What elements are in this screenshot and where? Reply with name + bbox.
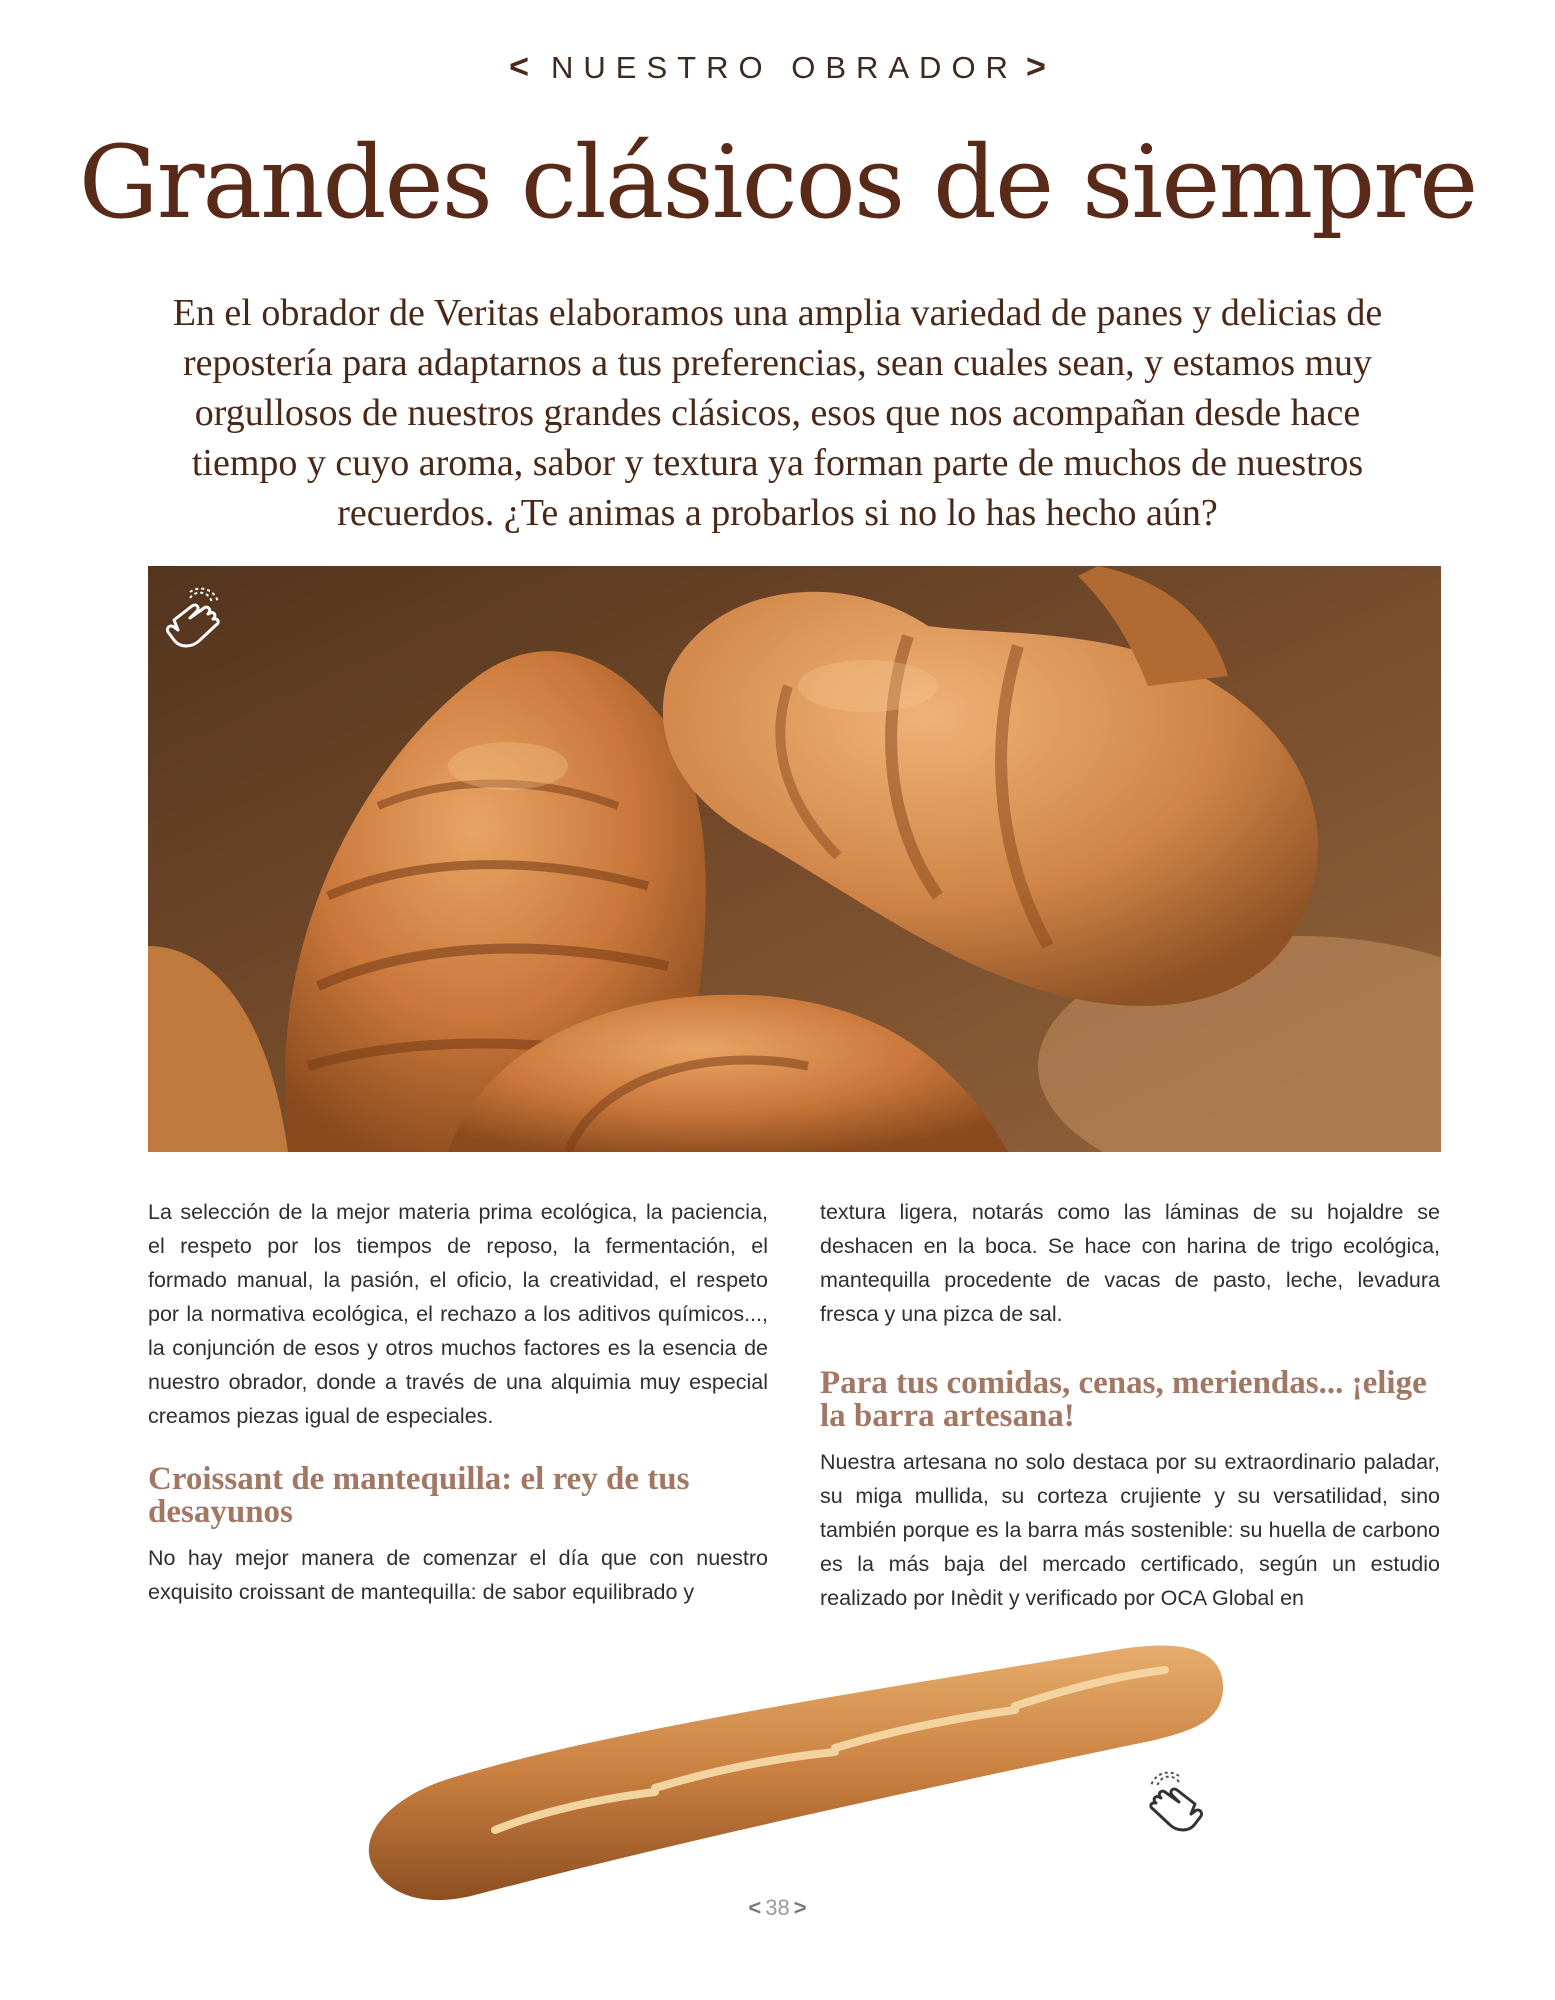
chevron-left-icon: <: [509, 48, 530, 86]
croissant-paragraph-start: No hay mejor manera de comenzar el día que con nuestro exquisito croissant de mantequilla: de sabor equilibrado y: [148, 1546, 768, 1604]
croissants-illustration: [148, 566, 1441, 1152]
kicker-label: NUESTRO OBRADOR: [551, 50, 1018, 85]
chevron-right-icon: >: [1025, 48, 1046, 86]
tap-hand-icon[interactable]: [1145, 1770, 1209, 1840]
chevron-left-icon: <: [748, 1895, 762, 1920]
tap-hand-icon[interactable]: [160, 586, 224, 656]
section-kicker: [0, 48, 1555, 87]
lead-paragraph: En el obrador de Veritas elaboramos una amplia variedad de panes y delicias de repostería para adaptarnos a tus preferencias, sean cuales sean, y estamos muy orgullosos de nuestros grandes clásicos, esos que nos acompañan desde hace tiempo y cuyo aroma, sabor y textura ya forman parte de muchos de nuestros recuerdos. ¿Te animas a probarlos si no lo has hecho aún?: [172, 292, 1383, 534]
intro-paragraph: La selección de la mejor materia prima ecológica, la paciencia, el respeto por los tiempos de reposo, la fermentación, el formado manual, la pasión, el oficio, la creatividad, el respeto por la normativa ecológica, el rechazo a los aditivos químicos..., la conjunción de esos y otros muchos factores es la esencia de nuestro obrador, donde a través de una alquimia muy especial creamos piezas igual de especiales.: [148, 1200, 768, 1428]
baguette-image: [355, 1630, 1235, 1910]
page-number: [0, 1895, 1555, 1921]
croissant-heading: Croissant de mantequilla: el rey de tus desayunos: [148, 1461, 690, 1530]
croissants-photo: [148, 566, 1441, 1152]
chevron-right-icon: >: [793, 1895, 807, 1920]
page-number-label: 38: [765, 1895, 790, 1920]
barra-paragraph: Nuestra artesana no solo destaca por su extraordinario paladar, su miga mullida, su corteza crujiente y su versatilidad, sino también porque es la barra más sostenible: su huella de carbono es la más baja del mercado certificado, según un estudio realizado por Inèdit y verificado por OCA Global en: [820, 1450, 1440, 1610]
right-column: [820, 1195, 1440, 1615]
left-column: [148, 1195, 768, 1609]
barra-heading: Para tus comidas, cenas, meriendas... ¡elige la barra artesana!: [820, 1365, 1427, 1434]
croissant-paragraph-end: textura ligera, notarás como las láminas de su hojaldre se deshacen en la boca. Se hace con harina de trigo ecológica, mantequilla procedente de vacas de pasto, leche, levadura fresca y una pizca de sal.: [820, 1200, 1440, 1326]
page-title: Grandes clásicos de siempre: [78, 124, 1477, 241]
